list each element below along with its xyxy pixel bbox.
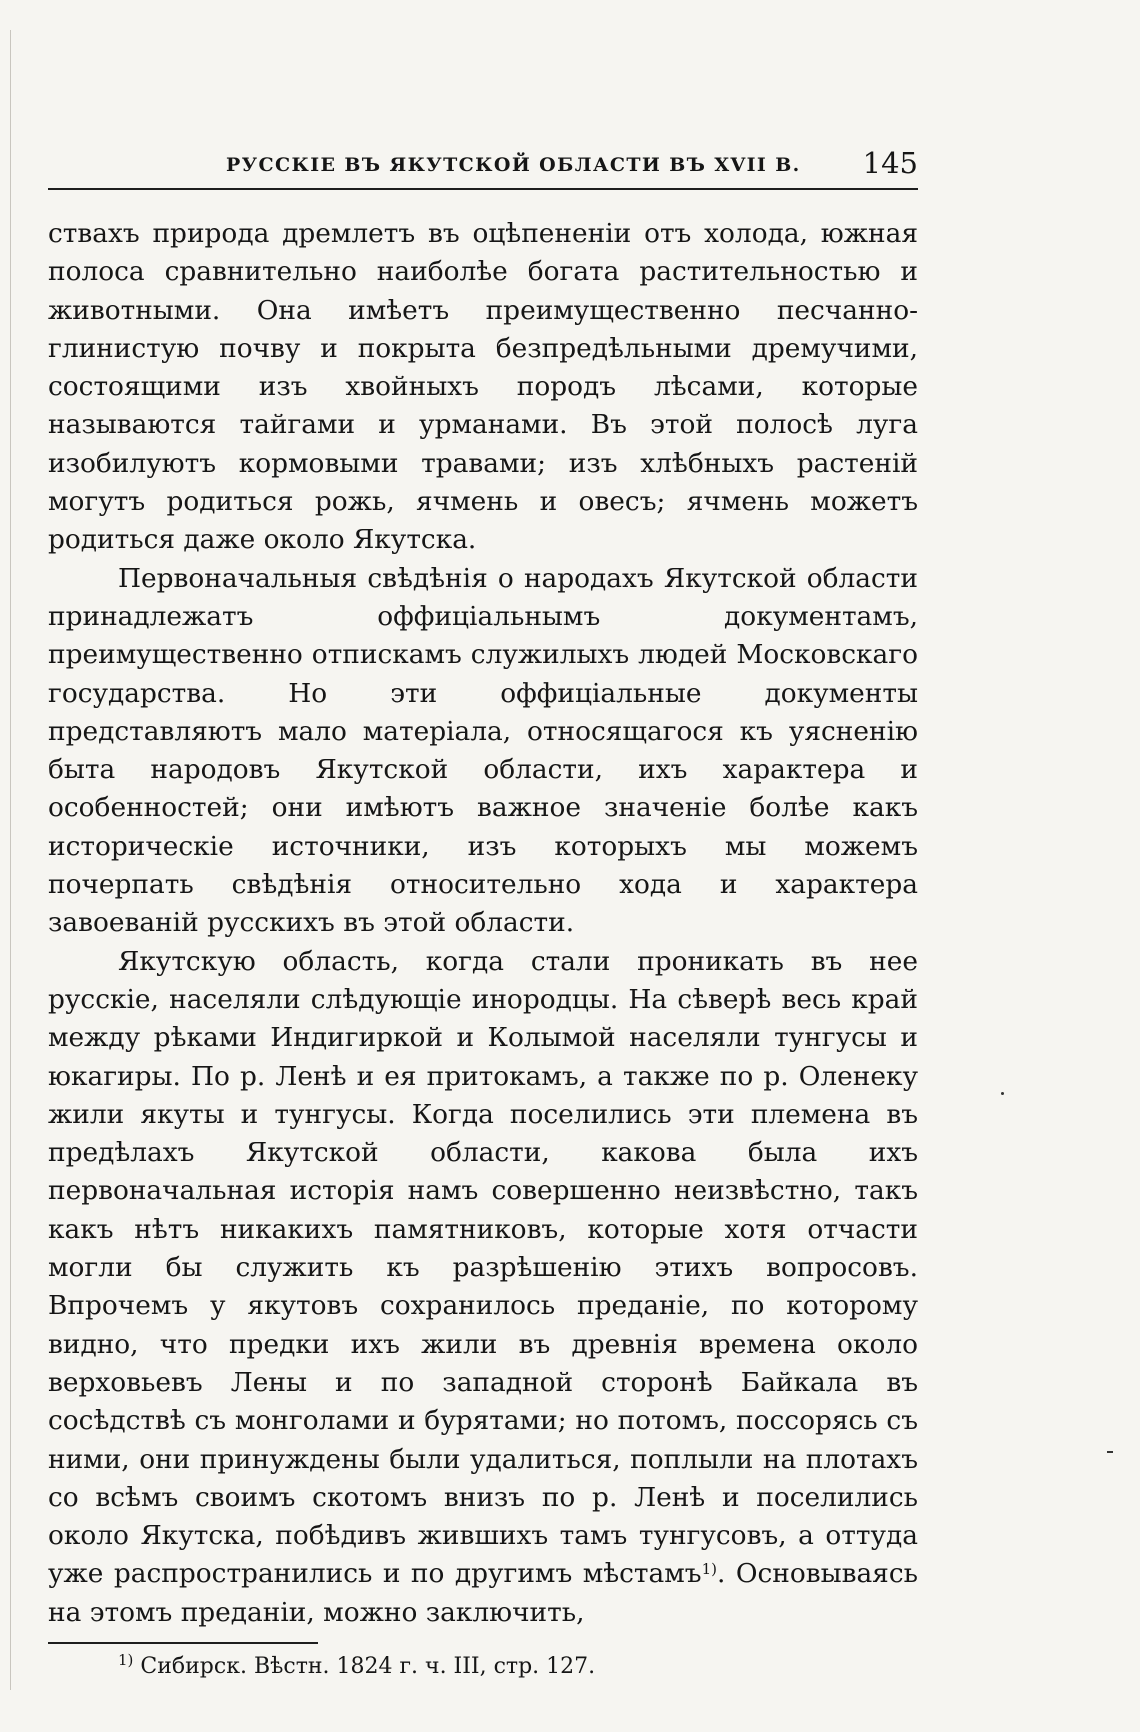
footnote-rule [48,1642,318,1644]
footnote-text: Сибирск. Вѣстн. 1824 г. ч. III, стр. 127. [140,1653,596,1679]
footnote [48,1650,918,1679]
page-binding-edge [10,30,11,1690]
print-speck [1107,1451,1113,1453]
paragraph-2: Первоначальныя свѣдѣнія о народахъ Якутской области принадлежатъ оффиціальнымъ документамъ, преимущественно отпискамъ служилыхъ людей Московскаго государства. Но эти оффиціальные документы представляютъ мало матеріала, относящагося къ уясненію быта народовъ Якутской области, ихъ характера и особенностей; они имѣютъ важное значеніе болѣе какъ историческіе источники, изъ которыхъ мы можемъ почерпать свѣдѣнія относительно хода и характера завоеваній русскихъ въ этой области. [48,562,918,939]
paragraph-3 [48,943,918,1632]
footnote-reference: 1) [701,1560,717,1579]
paragraph-1: ствахъ природа дремлетъ въ оцѣпененіи отъ холода, южная полоса сравнительно наиболѣе богата растительностью и животными. Она имѣетъ преимущественно песчанно-глинистую почву и покрыта безпредѣльными дремучими, состоящими изъ хвойныхъ породъ лѣсами, которые называются тайгами и урманами. Въ этой полосѣ луга изобилуютъ кормовыми травами; изъ хлѣбныхъ растеній могутъ родиться рожь, ячмень и овесъ; ячмень можетъ родиться даже около Якутска. [48,218,918,556]
body-text [48,215,918,1632]
paragraph-3-continuation: . Основываясь на этомъ преданіи, можно заключить, [48,1558,918,1628]
book-page [48,146,918,1679]
running-head [48,146,918,188]
footnote-mark: 1) [118,1650,134,1669]
paragraph-3-text: Якутскую область, когда стали проникать въ нее русскіе, населяли слѣдующіе инородцы. На сѣверѣ весь край между рѣками Индигиркой и Колымой населяли тунгусы и юкагиры. По р. Ленѣ и ея притокамъ, а также по р. Оленеку жили якуты и тунгусы. Когда поселились эти племена въ предѣлахъ Якутской области, какова была ихъ первоначальная исторія намъ совершенно неизвѣстно, такъ какъ нѣтъ никакихъ памятниковъ, которые хотя отчасти могли бы служить къ разрѣшенію этихъ вопросовъ. Впрочемъ у якутовъ сохранилось преданіе, по которому видно, что предки ихъ жили въ древнія времена около верховьевъ Лены и по западной сторонѣ Байкала въ сосѣдствѣ съ монголами и бурятами; но потомъ, поссорясь съ ними, они принуждены были удалиться, поплыли на плотахъ со всѣмъ своимъ скотомъ внизъ по р. Ленѣ и поселились около Якутска, побѣдивъ жившихъ тамъ тунгусовъ, а оттуда уже распространились и по другимъ мѣстамъ [48,945,918,1590]
page-number: 145 [862,146,918,180]
header-rule [48,188,918,190]
running-title: РУССКІЕ ВЪ ЯКУТСКОЙ ОБЛАСТИ ВЪ XVII В. [226,154,801,176]
print-speck [1001,1092,1004,1095]
